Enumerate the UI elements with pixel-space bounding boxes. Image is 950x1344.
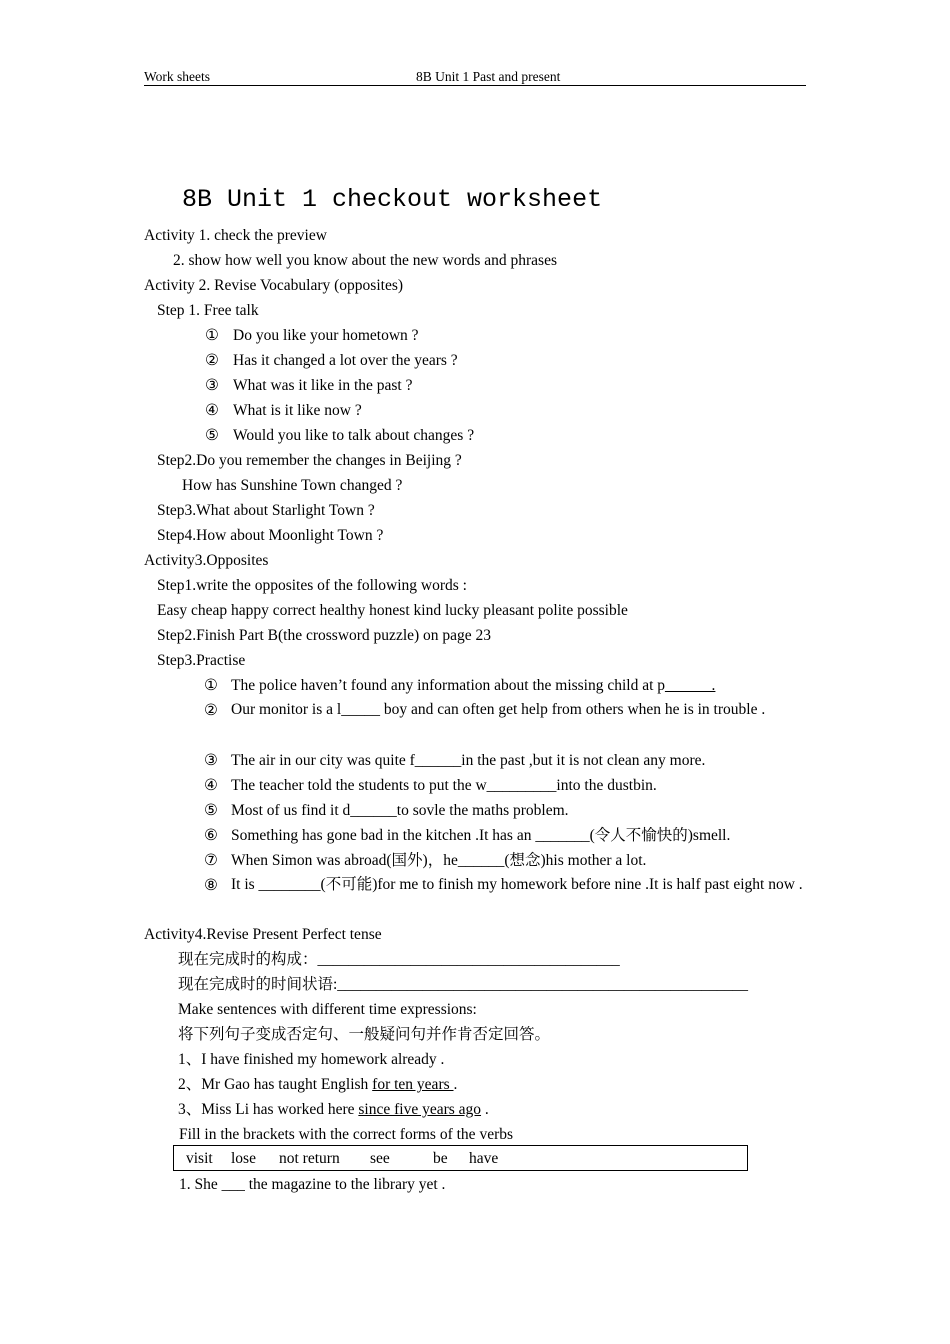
question-number: ⑤	[205, 427, 219, 444]
practice-item: Most of us find it d______to sovle the maths problem.	[231, 802, 569, 819]
item-number: ⑧	[204, 877, 218, 894]
practice-item: The air in our city was quite f______in the past ,but it is not clean any more.	[231, 752, 706, 769]
sentence-2	[178, 1075, 457, 1095]
header-center: 8B Unit 1 Past and present	[416, 69, 561, 84]
question-number: ①	[205, 327, 219, 344]
practice-item-blank: ______.	[665, 677, 716, 694]
verb-word: visit	[186, 1150, 213, 1167]
activity3-heading: Activity3.Opposites	[144, 552, 269, 569]
sentence-2-underline: for ten years	[372, 1076, 454, 1093]
sentence-2-end: .	[453, 1076, 458, 1093]
activity1-line2: 2. show how well you know about the new words and phrases	[173, 252, 557, 269]
sentence-3-text: 3、Miss Li has worked here	[178, 1101, 359, 1118]
sentence-1: 1、I have finished my homework already .	[178, 1051, 445, 1068]
time-adverbials-line: 现在完成时的时间状语:_____________________________________________________	[178, 976, 749, 993]
sentence-3-end: .	[481, 1101, 489, 1118]
activity3-step3: Step3.Practise	[157, 652, 246, 669]
verb-word: not return	[279, 1150, 340, 1167]
question-text: Has it changed a lot over the years ?	[233, 352, 458, 369]
activity2-step3: Step3.What about Starlight Town ?	[157, 502, 375, 519]
page-title: 8B Unit 1 checkout worksheet	[182, 185, 603, 214]
question-number: ②	[205, 352, 219, 369]
item-number: ③	[204, 752, 218, 769]
practice-item: The teacher told the students to put the w_________into the dustbin.	[231, 777, 657, 794]
make-sentences-instruction: Make sentences with different time expressions:	[178, 1001, 477, 1018]
question-text: What was it like in the past ?	[233, 377, 413, 394]
activity1-line1: Activity 1. check the preview	[144, 227, 327, 244]
question-text: Do you like your hometown ?	[233, 327, 419, 344]
sentence-3	[178, 1100, 489, 1120]
activity3-step2: Step2.Finish Part B(the crossword puzzle) on page 23	[157, 627, 492, 644]
item-number: ⑤	[204, 802, 218, 819]
question-number: ④	[205, 402, 219, 419]
sentence-2-text: 2、Mr Gao has taught English	[178, 1076, 373, 1093]
practice-item: It is ________(不可能)for me to finish my homework before nine .It is half past eight now .	[231, 876, 803, 893]
item-number: ②	[204, 702, 218, 719]
activity2-heading: Activity 2. Revise Vocabulary (opposites)	[144, 277, 404, 294]
practice-item	[231, 676, 715, 696]
question-text: What is it like now ?	[233, 402, 362, 419]
question-text: Would you like to talk about changes ?	[233, 427, 475, 444]
item-number: ⑦	[204, 852, 218, 869]
header-left: Work sheets	[144, 69, 211, 84]
practice-item: When Simon was abroad(国外)，he______(想念)his mother a lot.	[231, 852, 647, 869]
activity2-step4: Step4.How about Moonlight Town ?	[157, 527, 384, 544]
activity2-step2: Step2.Do you remember the changes in Beijing ?	[157, 452, 462, 469]
structure-line: 现在完成时的构成：_______________________________________	[178, 951, 620, 968]
verb-box	[173, 1145, 748, 1171]
activity2-step1: Step 1. Free talk	[157, 302, 259, 319]
fill-question-1: 1. She ___ the magazine to the library yet .	[179, 1176, 446, 1193]
item-number: ⑥	[204, 827, 218, 844]
sentence-3-underline: since five years ago	[358, 1101, 482, 1118]
practice-item: Our monitor is a l_____ boy and can often get help from others when he is in trouble .	[231, 701, 766, 718]
practice-item: Something has gone bad in the kitchen .It has an _______(令人不愉快的)smell.	[231, 827, 731, 844]
verb-word: see	[370, 1150, 390, 1167]
word-list: Easy cheap happy correct healthy honest kind lucky pleasant polite possible	[157, 602, 628, 619]
question-number: ③	[205, 377, 219, 394]
activity2-step2-sub: How has Sunshine Town changed ?	[182, 477, 403, 494]
item-number: ①	[204, 677, 218, 694]
fill-instruction: Fill in the brackets with the correct forms of the verbs	[179, 1126, 514, 1143]
practice-item-text: The police haven’t found any information about the missing child at p	[231, 677, 666, 694]
verb-word: lose	[231, 1150, 256, 1167]
header-rule	[144, 85, 806, 86]
item-number: ④	[204, 777, 218, 794]
activity3-step1: Step1.write the opposites of the following words :	[157, 577, 467, 594]
activity4-heading: Activity4.Revise Present Perfect tense	[144, 926, 382, 943]
verb-word: have	[469, 1150, 499, 1167]
instruction-cn: 将下列句子变成否定句、一般疑问句并作肯否定回答。	[178, 1026, 551, 1043]
verb-word: be	[433, 1150, 448, 1167]
